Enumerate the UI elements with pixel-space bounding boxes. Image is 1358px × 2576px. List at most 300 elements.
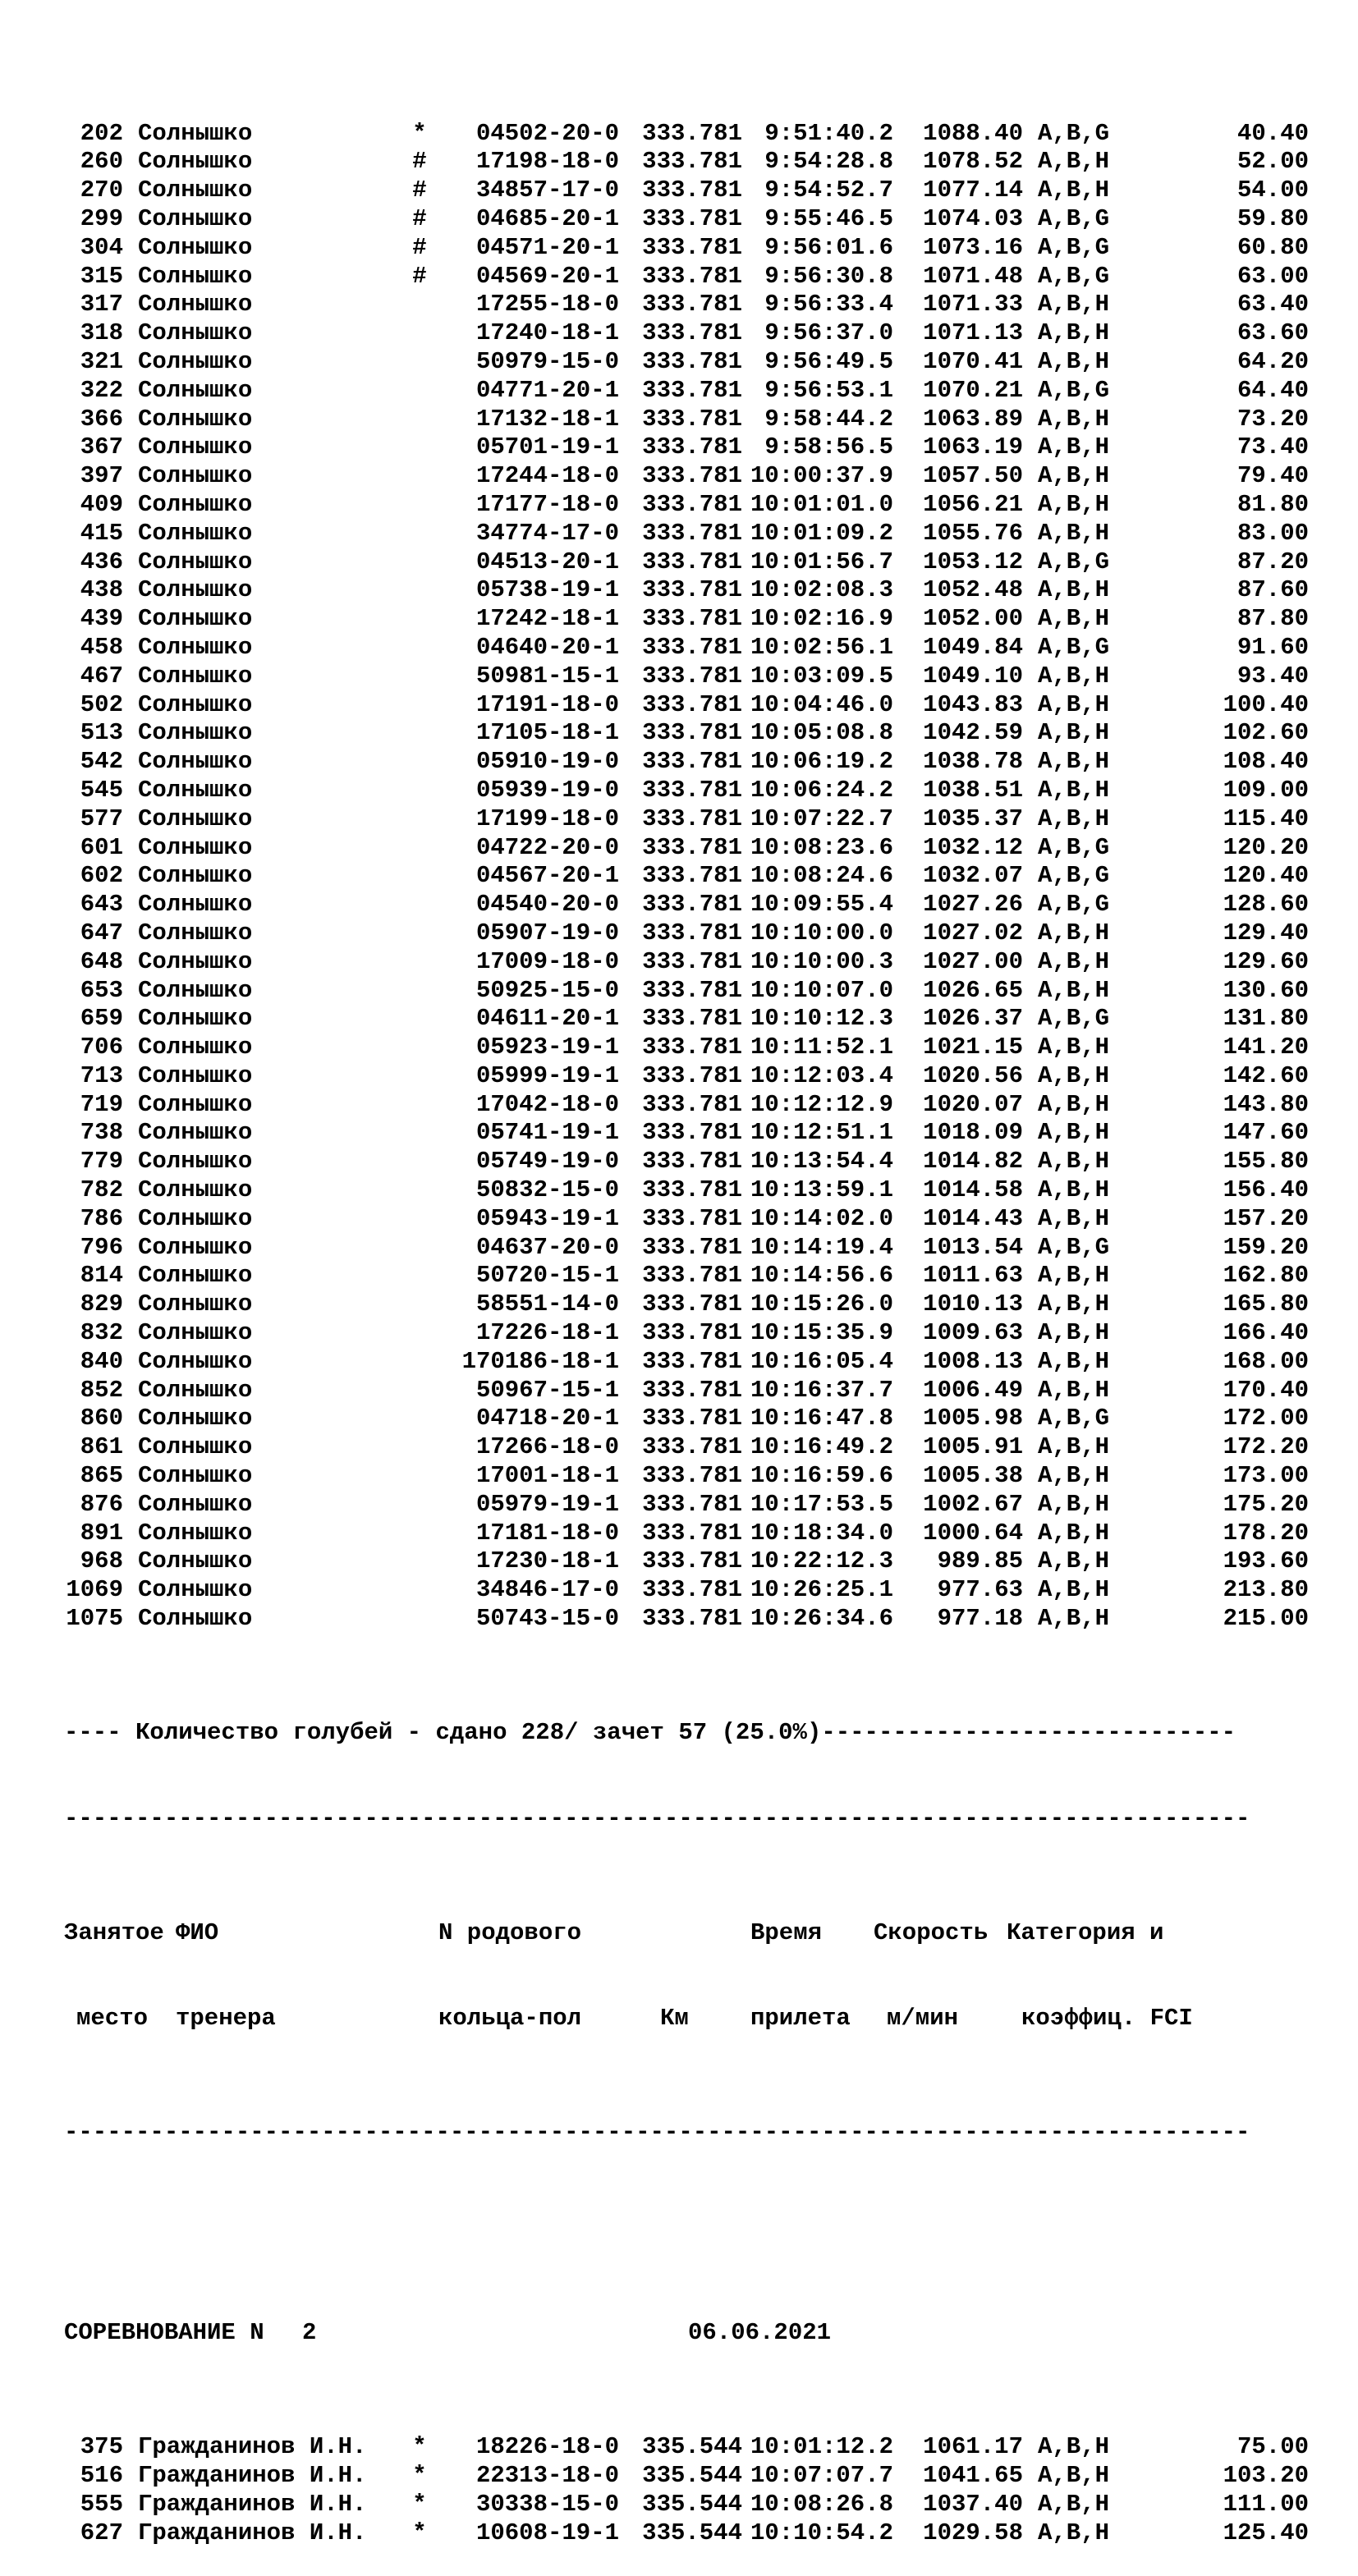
fci-coefficient-cell: 143.80: [1223, 1090, 1309, 1118]
distance-cell: 333.781: [642, 1347, 742, 1375]
fci-coefficient-cell: 75.00: [1236, 2433, 1309, 2461]
fci-coefficient-cell: 108.40: [1223, 748, 1309, 776]
ring-number-cell: 34857-17-0: [475, 176, 619, 204]
ring-number-cell: 04640-20-1: [475, 633, 619, 661]
ring-number-cell: 05907-19-0: [475, 919, 619, 947]
arrival-time-cell: 10:11:52.1: [750, 1034, 893, 1061]
category-cell: A,B,H: [1038, 662, 1110, 690]
distance-cell: 333.781: [642, 1519, 742, 1547]
speed-cell: 1038.78: [923, 748, 1023, 776]
table-row: [64, 491, 1309, 520]
arrival-time-cell: 10:17:53.5: [750, 1490, 893, 1518]
table-row: [64, 291, 1309, 319]
place-cell: 542: [80, 748, 123, 776]
category-cell: A,B,G: [1038, 119, 1110, 147]
arrival-time-cell: 10:06:19.2: [750, 748, 893, 776]
category-cell: A,B,H: [1038, 2461, 1110, 2489]
speed-cell: 1052.00: [923, 605, 1023, 633]
fci-coefficient-cell: 83.00: [1236, 519, 1309, 547]
ring-number-cell: 17181-18-0: [475, 1519, 619, 1547]
place-cell: 796: [80, 1233, 123, 1261]
fci-coefficient-cell: 120.40: [1223, 862, 1309, 890]
place-cell: 270: [80, 176, 123, 204]
trainer-name-cell: Солнышко: [138, 1233, 253, 1261]
trainer-name-cell: Солнышко: [138, 719, 253, 747]
speed-cell: 1014.58: [923, 1176, 1023, 1204]
fci-coefficient-cell: 120.20: [1223, 833, 1309, 861]
category-cell: A,B,H: [1038, 490, 1110, 518]
fci-coefficient-cell: 165.80: [1223, 1290, 1309, 1318]
category-cell: A,B,H: [1038, 1433, 1110, 1461]
table-row: [64, 2433, 1309, 2462]
place-cell: 315: [80, 262, 123, 290]
distance-cell: 333.781: [642, 633, 742, 661]
speed-cell: 1020.56: [923, 1061, 1023, 1089]
fci-coefficient-cell: 102.60: [1223, 719, 1309, 747]
fci-coefficient-cell: 73.40: [1236, 433, 1309, 461]
header-name-2: тренера: [176, 2005, 276, 2033]
arrival-time-cell: 10:05:08.8: [750, 719, 893, 747]
arrival-time-cell: 10:16:59.6: [750, 1462, 893, 1490]
trainer-name-cell: Солнышко: [138, 1490, 253, 1518]
place-cell: 647: [80, 919, 123, 947]
table-row: [64, 520, 1309, 548]
table-row: [64, 1148, 1309, 1176]
arrival-time-cell: 10:06:24.2: [750, 776, 893, 804]
arrival-time-cell: 9:51:40.2: [764, 119, 893, 147]
category-cell: A,B,H: [1038, 2433, 1110, 2461]
place-cell: 513: [80, 719, 123, 747]
category-cell: A,B,H: [1038, 1319, 1110, 1347]
speed-cell: 1041.65: [923, 2461, 1023, 2489]
speed-cell: 1018.09: [923, 1119, 1023, 1147]
speed-cell: 1074.03: [923, 204, 1023, 232]
category-cell: A,B,G: [1038, 204, 1110, 232]
trainer-name-cell: Солнышко: [138, 605, 253, 633]
distance-cell: 333.781: [642, 690, 742, 718]
header-time: Время: [750, 1918, 823, 1946]
table-row: [64, 662, 1309, 691]
trainer-name-cell: Солнышко: [138, 1462, 253, 1490]
place-cell: 1069: [66, 1576, 123, 1604]
place-cell: 713: [80, 1061, 123, 1089]
distance-cell: 333.781: [642, 804, 742, 832]
category-cell: A,B,G: [1038, 376, 1110, 404]
place-cell: 202: [80, 119, 123, 147]
speed-cell: 1042.59: [923, 719, 1023, 747]
speed-cell: 1011.63: [923, 1262, 1023, 1290]
trainer-name-cell: Солнышко: [138, 548, 253, 575]
place-cell: 865: [80, 1462, 123, 1490]
table-row: [64, 148, 1309, 176]
speed-cell: 1014.43: [923, 1204, 1023, 1232]
fci-coefficient-cell: 59.80: [1236, 204, 1309, 232]
category-cell: A,B,G: [1038, 833, 1110, 861]
fci-coefficient-cell: 64.40: [1236, 376, 1309, 404]
table-row: [64, 1062, 1309, 1091]
arrival-time-cell: 10:07:07.7: [750, 2461, 893, 2489]
trainer-name-cell: Солнышко: [138, 291, 253, 319]
speed-cell: 1027.26: [923, 891, 1023, 919]
place-cell: 409: [80, 490, 123, 518]
category-cell: A,B,H: [1038, 1462, 1110, 1490]
table-row: [64, 1433, 1309, 1462]
trainer-name-cell: Гражданинов И.Н.: [138, 2519, 367, 2546]
speed-cell: 1005.91: [923, 1433, 1023, 1461]
ring-number-cell: 05999-19-1: [475, 1061, 619, 1089]
category-cell: A,B,H: [1038, 1204, 1110, 1232]
distance-cell: 333.781: [642, 833, 742, 861]
arrival-time-cell: 10:12:51.1: [750, 1119, 893, 1147]
distance-cell: 333.781: [642, 319, 742, 347]
trainer-name-cell: Солнышко: [138, 776, 253, 804]
category-cell: A,B,H: [1038, 1061, 1110, 1089]
fci-coefficient-cell: 63.40: [1236, 291, 1309, 319]
mark-cell: #: [412, 262, 427, 290]
speed-cell: 1073.16: [923, 233, 1023, 261]
speed-cell: 1027.00: [923, 947, 1023, 975]
distance-cell: 333.781: [642, 1176, 742, 1204]
fci-coefficient-cell: 79.40: [1236, 462, 1309, 490]
place-cell: 545: [80, 776, 123, 804]
category-cell: A,B,H: [1038, 291, 1110, 319]
header-time-2: прилета: [750, 2005, 851, 2033]
ring-number-cell: 50967-15-1: [475, 1376, 619, 1404]
fci-coefficient-cell: 60.80: [1236, 233, 1309, 261]
place-cell: 627: [80, 2519, 123, 2546]
fci-coefficient-cell: 109.00: [1223, 776, 1309, 804]
category-cell: A,B,H: [1038, 804, 1110, 832]
arrival-time-cell: 10:03:09.5: [750, 662, 893, 690]
table-row: [64, 634, 1309, 662]
category-cell: A,B,H: [1038, 462, 1110, 490]
trainer-name-cell: Солнышко: [138, 233, 253, 261]
category-cell: A,B,H: [1038, 605, 1110, 633]
distance-cell: 333.781: [642, 1061, 742, 1089]
ring-number-cell: 58551-14-0: [475, 1290, 619, 1318]
arrival-time-cell: 10:14:19.4: [750, 1233, 893, 1261]
trainer-name-cell: Солнышко: [138, 176, 253, 204]
table-row: [64, 176, 1309, 205]
trainer-name-cell: Солнышко: [138, 1176, 253, 1204]
fci-coefficient-cell: 125.40: [1223, 2519, 1309, 2546]
ring-number-cell: 10608-19-1: [475, 2519, 619, 2546]
distance-cell: 333.781: [642, 119, 742, 147]
speed-cell: 1053.12: [923, 548, 1023, 575]
competition-number: 2: [302, 2318, 317, 2346]
trainer-name-cell: Солнышко: [138, 1576, 253, 1604]
place-cell: 852: [80, 1376, 123, 1404]
fci-coefficient-cell: 87.20: [1236, 548, 1309, 575]
ring-number-cell: 05979-19-1: [475, 1490, 619, 1518]
table-row: [64, 263, 1309, 291]
arrival-time-cell: 10:02:08.3: [750, 576, 893, 604]
speed-cell: 1026.37: [923, 1005, 1023, 1033]
speed-cell: 1088.40: [923, 119, 1023, 147]
fci-coefficient-cell: 178.20: [1223, 1519, 1309, 1547]
place-cell: 659: [80, 1005, 123, 1033]
ring-number-cell: 04569-20-1: [475, 262, 619, 290]
place-cell: 968: [80, 1547, 123, 1575]
speed-cell: 989.85: [937, 1547, 1023, 1575]
table-row: [64, 205, 1309, 234]
speed-cell: 1078.52: [923, 148, 1023, 176]
trainer-name-cell: Солнышко: [138, 862, 253, 890]
fci-coefficient-cell: 52.00: [1236, 148, 1309, 176]
category-cell: A,B,G: [1038, 1405, 1110, 1432]
fci-coefficient-cell: 175.20: [1223, 1490, 1309, 1518]
trainer-name-cell: Солнышко: [138, 1519, 253, 1547]
table-row: [64, 406, 1309, 434]
ring-number-cell: 17240-18-1: [475, 319, 619, 347]
place-cell: 653: [80, 976, 123, 1004]
arrival-time-cell: 10:13:59.1: [750, 1176, 893, 1204]
speed-cell: 1020.07: [923, 1090, 1023, 1118]
ring-number-cell: 05749-19-0: [475, 1148, 619, 1176]
arrival-time-cell: 10:02:16.9: [750, 605, 893, 633]
speed-cell: 1049.10: [923, 662, 1023, 690]
distance-cell: 333.781: [642, 1090, 742, 1118]
ring-number-cell: 17105-18-1: [475, 719, 619, 747]
trainer-name-cell: Солнышко: [138, 1376, 253, 1404]
fci-coefficient-cell: 87.60: [1236, 576, 1309, 604]
arrival-time-cell: 10:16:37.7: [750, 1376, 893, 1404]
arrival-time-cell: 10:04:46.0: [750, 690, 893, 718]
fci-coefficient-cell: 111.00: [1223, 2490, 1309, 2518]
category-cell: A,B,H: [1038, 1547, 1110, 1575]
table-row: [64, 1576, 1309, 1605]
category-cell: A,B,H: [1038, 1262, 1110, 1290]
speed-cell: 1057.50: [923, 462, 1023, 490]
trainer-name-cell: Солнышко: [138, 319, 253, 347]
arrival-time-cell: 9:58:44.2: [764, 405, 893, 433]
table-row: [64, 748, 1309, 777]
distance-cell: 333.781: [642, 605, 742, 633]
trainer-name-cell: Солнышко: [138, 1061, 253, 1089]
table-row: [64, 1176, 1309, 1205]
distance-cell: 333.781: [642, 1005, 742, 1033]
table-row: [64, 1547, 1309, 1576]
trainer-name-cell: Солнышко: [138, 919, 253, 947]
category-cell: A,B,H: [1038, 1119, 1110, 1147]
place-cell: 415: [80, 519, 123, 547]
ring-number-cell: 04571-20-1: [475, 233, 619, 261]
distance-cell: 333.781: [642, 1605, 742, 1633]
distance-cell: 333.781: [642, 719, 742, 747]
distance-cell: 333.781: [642, 862, 742, 890]
distance-cell: 333.781: [642, 548, 742, 575]
ring-number-cell: 17230-18-1: [475, 1547, 619, 1575]
category-cell: A,B,G: [1038, 862, 1110, 890]
header-name: ФИО: [176, 1918, 219, 1946]
distance-cell: 333.781: [642, 1034, 742, 1061]
distance-cell: 335.544: [642, 2433, 742, 2461]
trainer-name-cell: Солнышко: [138, 148, 253, 176]
fci-coefficient-cell: 156.40: [1223, 1176, 1309, 1204]
ring-number-cell: 04771-20-1: [475, 376, 619, 404]
distance-cell: 333.781: [642, 748, 742, 776]
category-cell: A,B,H: [1038, 1290, 1110, 1318]
speed-cell: 1000.64: [923, 1519, 1023, 1547]
distance-cell: 333.781: [642, 1119, 742, 1147]
category-cell: A,B,H: [1038, 1519, 1110, 1547]
table-row: [64, 1119, 1309, 1148]
fci-coefficient-cell: 40.40: [1236, 119, 1309, 147]
table-row: [64, 891, 1309, 919]
fci-coefficient-cell: 147.60: [1223, 1119, 1309, 1147]
place-cell: 438: [80, 576, 123, 604]
category-cell: A,B,H: [1038, 1148, 1110, 1176]
trainer-name-cell: Солнышко: [138, 262, 253, 290]
speed-cell: 1005.98: [923, 1405, 1023, 1432]
table-row: [64, 691, 1309, 720]
place-cell: 397: [80, 462, 123, 490]
separator-line-2: -----------------------------------------------------------------------------------: [64, 2119, 1250, 2147]
distance-cell: 335.544: [642, 2461, 742, 2489]
arrival-time-cell: 10:16:05.4: [750, 1347, 893, 1375]
ring-number-cell: 17001-18-1: [475, 1462, 619, 1490]
distance-cell: 333.781: [642, 1233, 742, 1261]
speed-cell: 1049.84: [923, 633, 1023, 661]
table-row: [64, 1091, 1309, 1120]
speed-cell: 1021.15: [923, 1034, 1023, 1061]
distance-cell: 333.781: [642, 662, 742, 690]
trainer-name-cell: Солнышко: [138, 690, 253, 718]
fci-coefficient-cell: 93.40: [1236, 662, 1309, 690]
place-cell: 366: [80, 405, 123, 433]
table-row: [64, 1405, 1309, 1433]
trainer-name-cell: Солнышко: [138, 1034, 253, 1061]
distance-cell: 333.781: [642, 1148, 742, 1176]
speed-cell: 1063.89: [923, 405, 1023, 433]
ring-number-cell: 50925-15-0: [475, 976, 619, 1004]
category-cell: A,B,H: [1038, 1034, 1110, 1061]
arrival-time-cell: 10:10:00.3: [750, 947, 893, 975]
results-table-top: [64, 120, 1309, 1634]
place-cell: 648: [80, 947, 123, 975]
trainer-name-cell: Солнышко: [138, 490, 253, 518]
table-row: [64, 1491, 1309, 1519]
ring-number-cell: 50979-15-0: [475, 347, 619, 375]
place-cell: 555: [80, 2490, 123, 2518]
category-cell: A,B,G: [1038, 1005, 1110, 1033]
speed-cell: 977.63: [937, 1576, 1023, 1604]
trainer-name-cell: Солнышко: [138, 976, 253, 1004]
place-cell: 706: [80, 1034, 123, 1061]
mark-cell: *: [412, 2461, 427, 2489]
table-row: [64, 319, 1309, 348]
trainer-name-cell: Солнышко: [138, 1547, 253, 1575]
trainer-name-cell: Солнышко: [138, 1290, 253, 1318]
trainer-name-cell: Солнышко: [138, 347, 253, 375]
distance-cell: 333.781: [642, 1262, 742, 1290]
arrival-time-cell: 9:54:28.8: [764, 148, 893, 176]
table-row: [64, 805, 1309, 834]
mark-cell: *: [412, 119, 427, 147]
fci-coefficient-cell: 63.00: [1236, 262, 1309, 290]
place-cell: 318: [80, 319, 123, 347]
arrival-time-cell: 10:10:07.0: [750, 976, 893, 1004]
arrival-time-cell: 10:01:09.2: [750, 519, 893, 547]
arrival-time-cell: 10:14:02.0: [750, 1204, 893, 1232]
place-cell: 602: [80, 862, 123, 890]
trainer-name-cell: Гражданинов И.Н.: [138, 2433, 367, 2461]
arrival-time-cell: 10:26:34.6: [750, 1605, 893, 1633]
fci-coefficient-cell: 130.60: [1223, 976, 1309, 1004]
trainer-name-cell: Солнышко: [138, 833, 253, 861]
ring-number-cell: 17199-18-0: [475, 804, 619, 832]
speed-cell: 1032.12: [923, 833, 1023, 861]
category-cell: A,B,G: [1038, 1233, 1110, 1261]
speed-cell: 1010.13: [923, 1290, 1023, 1318]
place-cell: 829: [80, 1290, 123, 1318]
arrival-time-cell: 10:00:37.9: [750, 462, 893, 490]
place-cell: 260: [80, 148, 123, 176]
table-row: [64, 1348, 1309, 1377]
table-row: [64, 1290, 1309, 1319]
category-cell: A,B,G: [1038, 633, 1110, 661]
distance-cell: 333.781: [642, 1433, 742, 1461]
distance-cell: 333.781: [642, 919, 742, 947]
table-header-row-1: [64, 1919, 1309, 1948]
ring-number-cell: 18226-18-0: [475, 2433, 619, 2461]
distance-cell: 335.544: [642, 2519, 742, 2546]
distance-cell: 335.544: [642, 2490, 742, 2518]
arrival-time-cell: 10:13:54.4: [750, 1148, 893, 1176]
table-row: [64, 1034, 1309, 1062]
arrival-time-cell: 10:16:47.8: [750, 1405, 893, 1432]
ring-number-cell: 30338-15-0: [475, 2490, 619, 2518]
category-cell: A,B,H: [1038, 947, 1110, 975]
ring-number-cell: 05738-19-1: [475, 576, 619, 604]
header-ring: N родового: [438, 1918, 582, 1946]
trainer-name-cell: Солнышко: [138, 748, 253, 776]
table-row: [64, 1205, 1309, 1234]
place-cell: 577: [80, 804, 123, 832]
table-row: [64, 2519, 1309, 2548]
speed-cell: 1077.14: [923, 176, 1023, 204]
ring-number-cell: 04718-20-1: [475, 1405, 619, 1432]
distance-cell: 333.781: [642, 1576, 742, 1604]
table-row: [64, 977, 1309, 1006]
distance-cell: 333.781: [642, 947, 742, 975]
distance-cell: 333.781: [642, 519, 742, 547]
mark-cell: *: [412, 2490, 427, 2518]
header-place-2: место: [76, 2005, 149, 2033]
category-cell: A,B,H: [1038, 976, 1110, 1004]
place-cell: 876: [80, 1490, 123, 1518]
table-row: [64, 1462, 1309, 1491]
arrival-time-cell: 10:10:00.0: [750, 919, 893, 947]
place-cell: 643: [80, 891, 123, 919]
place-cell: 436: [80, 548, 123, 575]
arrival-time-cell: 9:54:52.7: [764, 176, 893, 204]
fci-coefficient-cell: 213.80: [1223, 1576, 1309, 1604]
mark-cell: #: [412, 176, 427, 204]
fci-coefficient-cell: 63.60: [1236, 319, 1309, 347]
table-row: [64, 2491, 1309, 2519]
table-row: [64, 862, 1309, 891]
category-cell: A,B,H: [1038, 2490, 1110, 2518]
fci-coefficient-cell: 64.20: [1236, 347, 1309, 375]
ring-number-cell: 05701-19-1: [475, 433, 619, 461]
ring-number-cell: 05741-19-1: [475, 1119, 619, 1147]
trainer-name-cell: Солнышко: [138, 1319, 253, 1347]
distance-cell: 333.781: [642, 176, 742, 204]
speed-cell: 1071.48: [923, 262, 1023, 290]
place-cell: 375: [80, 2433, 123, 2461]
distance-cell: 333.781: [642, 405, 742, 433]
